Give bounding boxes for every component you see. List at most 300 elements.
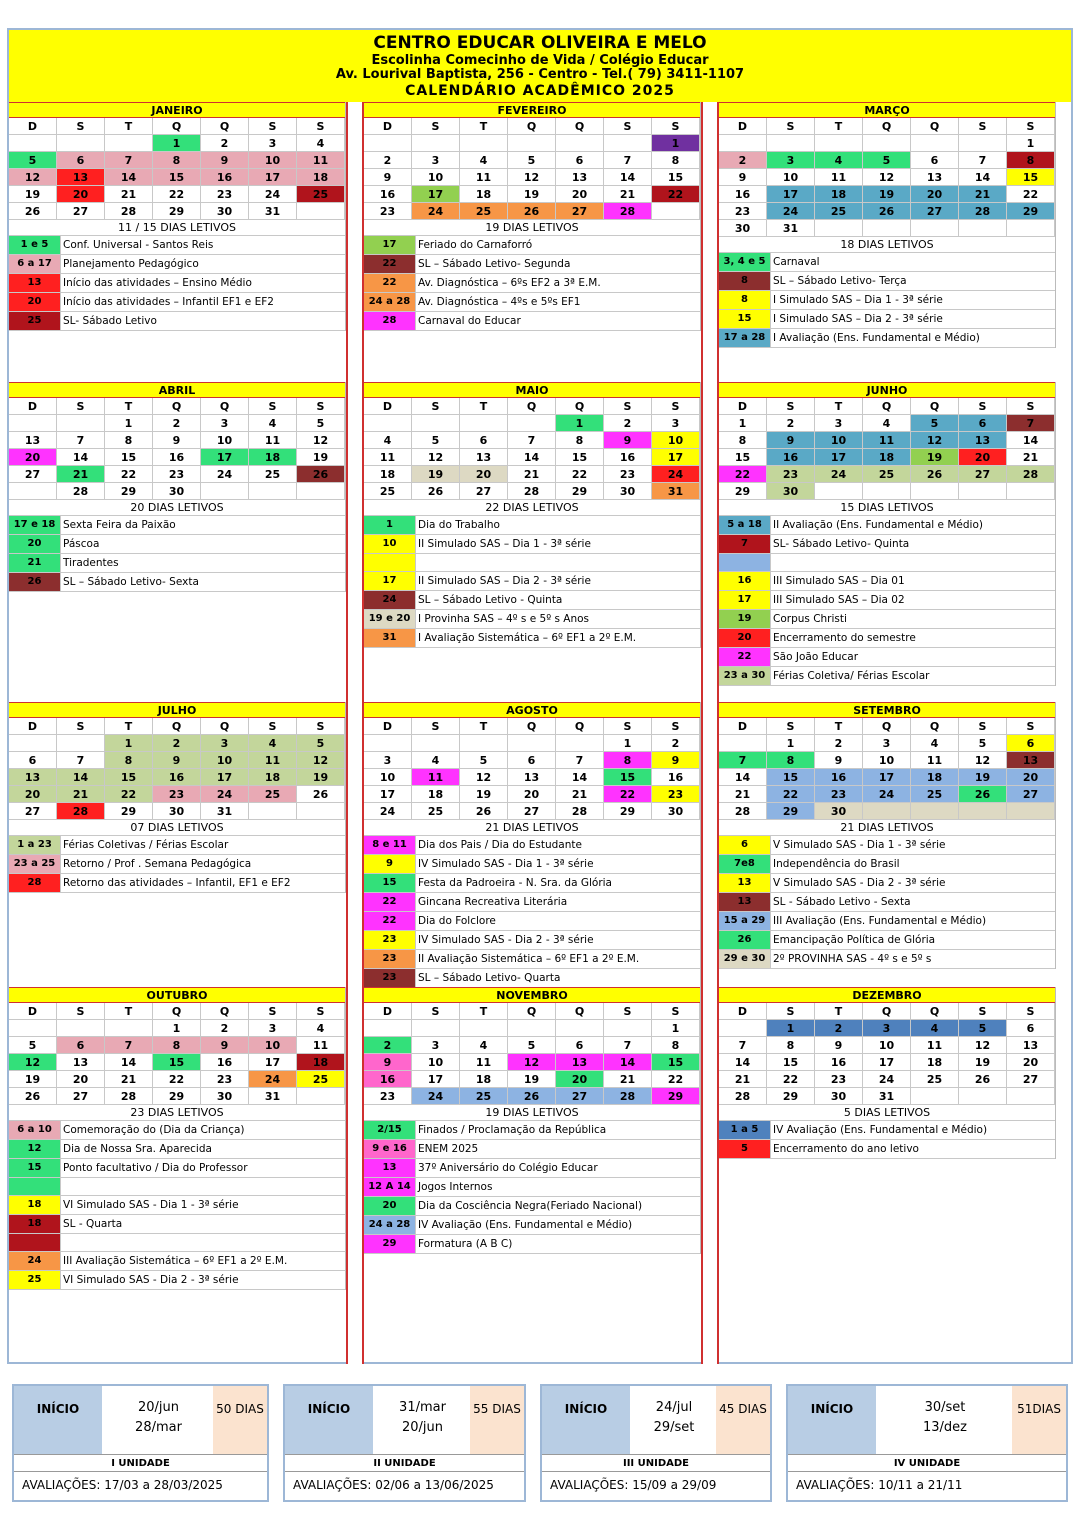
day-cell[interactable]: 8 (767, 1037, 815, 1054)
day-cell[interactable]: 16 (815, 769, 863, 786)
day-cell[interactable] (201, 483, 249, 500)
day-cell[interactable]: 17 (249, 1054, 297, 1071)
day-cell[interactable]: 12 (508, 1054, 556, 1071)
day-cell[interactable]: 13 (9, 432, 57, 449)
day-cell[interactable]: 25 (249, 466, 297, 483)
day-cell[interactable]: 18 (863, 449, 911, 466)
day-cell[interactable]: 11 (460, 1054, 508, 1071)
day-cell[interactable]: 31 (249, 203, 297, 220)
day-cell[interactable]: 19 (508, 1071, 556, 1088)
day-cell[interactable]: 5 (297, 735, 345, 752)
day-cell[interactable]: 17 (815, 449, 863, 466)
day-cell[interactable] (364, 735, 412, 752)
day-cell[interactable]: 4 (364, 432, 412, 449)
day-cell[interactable]: 2 (153, 735, 201, 752)
day-cell[interactable]: 9 (815, 1037, 863, 1054)
day-cell[interactable]: 12 (297, 432, 345, 449)
day-cell[interactable]: 24 (863, 786, 911, 803)
day-cell[interactable]: 22 (652, 1071, 700, 1088)
day-cell[interactable]: 24 (652, 466, 700, 483)
day-cell[interactable]: 20 (959, 449, 1007, 466)
day-cell[interactable] (604, 135, 652, 152)
day-cell[interactable]: 13 (1007, 1037, 1055, 1054)
day-cell[interactable]: 14 (508, 449, 556, 466)
day-cell[interactable]: 2 (201, 1020, 249, 1037)
day-cell[interactable]: 23 (201, 1071, 249, 1088)
day-cell[interactable]: 10 (412, 1054, 460, 1071)
day-cell[interactable]: 10 (767, 169, 815, 186)
day-cell[interactable]: 21 (57, 786, 105, 803)
day-cell[interactable]: 6 (57, 152, 105, 169)
day-cell[interactable] (57, 135, 105, 152)
day-cell[interactable]: 21 (105, 186, 153, 203)
day-cell[interactable]: 25 (460, 203, 508, 220)
day-cell[interactable]: 8 (153, 1037, 201, 1054)
day-cell[interactable]: 5 (959, 735, 1007, 752)
day-cell[interactable]: 17 (863, 1054, 911, 1071)
day-cell[interactable]: 18 (911, 1054, 959, 1071)
day-cell[interactable]: 5 (9, 152, 57, 169)
day-cell[interactable]: 1 (719, 415, 767, 432)
day-cell[interactable]: 14 (57, 769, 105, 786)
day-cell[interactable]: 6 (1007, 735, 1055, 752)
day-cell[interactable]: 29 (652, 1088, 700, 1105)
day-cell[interactable]: 7 (57, 752, 105, 769)
day-cell[interactable] (364, 135, 412, 152)
day-cell[interactable]: 21 (604, 1071, 652, 1088)
day-cell[interactable]: 16 (652, 769, 700, 786)
day-cell[interactable]: 6 (556, 1037, 604, 1054)
day-cell[interactable] (1007, 803, 1055, 820)
day-cell[interactable]: 24 (201, 466, 249, 483)
day-cell[interactable]: 10 (815, 432, 863, 449)
day-cell[interactable]: 16 (201, 1054, 249, 1071)
day-cell[interactable]: 15 (153, 1054, 201, 1071)
day-cell[interactable] (460, 135, 508, 152)
day-cell[interactable]: 8 (652, 1037, 700, 1054)
day-cell[interactable] (297, 483, 345, 500)
day-cell[interactable]: 12 (959, 1037, 1007, 1054)
day-cell[interactable]: 30 (719, 220, 767, 237)
day-cell[interactable]: 1 (105, 735, 153, 752)
day-cell[interactable]: 26 (297, 786, 345, 803)
day-cell[interactable]: 22 (1007, 186, 1055, 203)
day-cell[interactable]: 17 (201, 769, 249, 786)
day-cell[interactable] (1007, 483, 1055, 500)
day-cell[interactable] (815, 483, 863, 500)
day-cell[interactable]: 23 (767, 466, 815, 483)
day-cell[interactable]: 29 (604, 803, 652, 820)
day-cell[interactable]: 1 (604, 735, 652, 752)
day-cell[interactable] (364, 415, 412, 432)
day-cell[interactable]: 17 (652, 449, 700, 466)
day-cell[interactable]: 26 (9, 203, 57, 220)
day-cell[interactable]: 18 (911, 769, 959, 786)
day-cell[interactable]: 2 (604, 415, 652, 432)
day-cell[interactable]: 19 (959, 1054, 1007, 1071)
day-cell[interactable] (863, 220, 911, 237)
day-cell[interactable]: 15 (105, 449, 153, 466)
day-cell[interactable]: 26 (460, 803, 508, 820)
day-cell[interactable]: 6 (57, 1037, 105, 1054)
day-cell[interactable]: 16 (719, 186, 767, 203)
day-cell[interactable]: 29 (767, 1088, 815, 1105)
day-cell[interactable]: 1 (105, 415, 153, 432)
day-cell[interactable]: 20 (57, 1071, 105, 1088)
day-cell[interactable]: 16 (364, 1071, 412, 1088)
day-cell[interactable] (460, 415, 508, 432)
day-cell[interactable]: 17 (863, 769, 911, 786)
day-cell[interactable]: 26 (508, 1088, 556, 1105)
day-cell[interactable]: 16 (815, 1054, 863, 1071)
day-cell[interactable]: 28 (959, 203, 1007, 220)
day-cell[interactable]: 16 (153, 449, 201, 466)
day-cell[interactable]: 22 (604, 786, 652, 803)
day-cell[interactable]: 1 (652, 1020, 700, 1037)
day-cell[interactable]: 20 (460, 466, 508, 483)
day-cell[interactable]: 1 (556, 415, 604, 432)
day-cell[interactable]: 7 (1007, 415, 1055, 432)
day-cell[interactable] (508, 735, 556, 752)
day-cell[interactable]: 3 (249, 1020, 297, 1037)
day-cell[interactable]: 22 (153, 1071, 201, 1088)
day-cell[interactable]: 28 (719, 803, 767, 820)
day-cell[interactable]: 18 (249, 769, 297, 786)
day-cell[interactable]: 5 (297, 415, 345, 432)
day-cell[interactable]: 13 (508, 769, 556, 786)
day-cell[interactable] (297, 803, 345, 820)
day-cell[interactable]: 13 (57, 1054, 105, 1071)
day-cell[interactable] (556, 1020, 604, 1037)
day-cell[interactable]: 19 (911, 449, 959, 466)
day-cell[interactable]: 11 (364, 449, 412, 466)
day-cell[interactable] (911, 220, 959, 237)
day-cell[interactable]: 24 (412, 203, 460, 220)
day-cell[interactable]: 3 (249, 135, 297, 152)
day-cell[interactable]: 13 (959, 432, 1007, 449)
day-cell[interactable]: 18 (297, 169, 345, 186)
day-cell[interactable]: 29 (153, 203, 201, 220)
day-cell[interactable]: 29 (1007, 203, 1055, 220)
day-cell[interactable]: 4 (249, 415, 297, 432)
day-cell[interactable]: 27 (556, 1088, 604, 1105)
day-cell[interactable]: 9 (719, 169, 767, 186)
day-cell[interactable]: 28 (508, 483, 556, 500)
day-cell[interactable]: 15 (652, 169, 700, 186)
day-cell[interactable]: 25 (460, 1088, 508, 1105)
day-cell[interactable]: 7 (105, 152, 153, 169)
day-cell[interactable]: 29 (719, 483, 767, 500)
day-cell[interactable] (863, 803, 911, 820)
day-cell[interactable]: 20 (508, 786, 556, 803)
day-cell[interactable]: 26 (412, 483, 460, 500)
day-cell[interactable]: 11 (297, 152, 345, 169)
day-cell[interactable]: 13 (911, 169, 959, 186)
day-cell[interactable]: 9 (201, 152, 249, 169)
day-cell[interactable]: 26 (959, 1071, 1007, 1088)
day-cell[interactable]: 12 (863, 169, 911, 186)
day-cell[interactable] (604, 1020, 652, 1037)
day-cell[interactable]: 26 (959, 786, 1007, 803)
day-cell[interactable]: 27 (959, 466, 1007, 483)
day-cell[interactable]: 27 (1007, 786, 1055, 803)
day-cell[interactable]: 23 (815, 786, 863, 803)
day-cell[interactable]: 15 (604, 769, 652, 786)
day-cell[interactable] (9, 735, 57, 752)
day-cell[interactable]: 18 (815, 186, 863, 203)
day-cell[interactable]: 13 (460, 449, 508, 466)
day-cell[interactable] (911, 483, 959, 500)
day-cell[interactable]: 3 (767, 152, 815, 169)
day-cell[interactable]: 15 (1007, 169, 1055, 186)
day-cell[interactable] (9, 415, 57, 432)
day-cell[interactable]: 9 (364, 1054, 412, 1071)
day-cell[interactable]: 8 (105, 432, 153, 449)
day-cell[interactable]: 22 (767, 1071, 815, 1088)
day-cell[interactable]: 26 (863, 203, 911, 220)
day-cell[interactable]: 2 (364, 152, 412, 169)
day-cell[interactable] (412, 135, 460, 152)
day-cell[interactable]: 27 (460, 483, 508, 500)
day-cell[interactable] (959, 135, 1007, 152)
day-cell[interactable]: 19 (9, 1071, 57, 1088)
day-cell[interactable]: 5 (460, 752, 508, 769)
day-cell[interactable] (412, 415, 460, 432)
day-cell[interactable]: 19 (959, 769, 1007, 786)
day-cell[interactable]: 8 (153, 152, 201, 169)
day-cell[interactable]: 8 (767, 752, 815, 769)
day-cell[interactable]: 9 (767, 432, 815, 449)
day-cell[interactable] (105, 135, 153, 152)
day-cell[interactable]: 7 (57, 432, 105, 449)
day-cell[interactable]: 3 (815, 415, 863, 432)
day-cell[interactable]: 27 (9, 803, 57, 820)
day-cell[interactable]: 27 (508, 803, 556, 820)
day-cell[interactable]: 16 (767, 449, 815, 466)
day-cell[interactable] (911, 135, 959, 152)
day-cell[interactable]: 10 (201, 752, 249, 769)
day-cell[interactable]: 8 (604, 752, 652, 769)
day-cell[interactable]: 28 (604, 1088, 652, 1105)
day-cell[interactable]: 16 (201, 169, 249, 186)
day-cell[interactable] (1007, 220, 1055, 237)
day-cell[interactable] (911, 1088, 959, 1105)
day-cell[interactable]: 25 (364, 483, 412, 500)
day-cell[interactable]: 5 (863, 152, 911, 169)
day-cell[interactable]: 24 (249, 186, 297, 203)
day-cell[interactable]: 9 (815, 752, 863, 769)
day-cell[interactable]: 24 (364, 803, 412, 820)
day-cell[interactable]: 21 (604, 186, 652, 203)
day-cell[interactable]: 22 (652, 186, 700, 203)
day-cell[interactable]: 8 (105, 752, 153, 769)
day-cell[interactable]: 9 (652, 752, 700, 769)
day-cell[interactable]: 4 (460, 152, 508, 169)
day-cell[interactable]: 15 (556, 449, 604, 466)
day-cell[interactable]: 30 (815, 1088, 863, 1105)
day-cell[interactable]: 10 (863, 1037, 911, 1054)
day-cell[interactable]: 1 (153, 1020, 201, 1037)
day-cell[interactable] (57, 735, 105, 752)
day-cell[interactable]: 3 (201, 415, 249, 432)
day-cell[interactable]: 9 (364, 169, 412, 186)
day-cell[interactable]: 5 (9, 1037, 57, 1054)
day-cell[interactable] (556, 735, 604, 752)
day-cell[interactable]: 9 (153, 752, 201, 769)
day-cell[interactable]: 20 (1007, 1054, 1055, 1071)
day-cell[interactable] (508, 1020, 556, 1037)
day-cell[interactable]: 12 (412, 449, 460, 466)
day-cell[interactable]: 5 (508, 152, 556, 169)
day-cell[interactable]: 28 (105, 203, 153, 220)
day-cell[interactable] (556, 135, 604, 152)
day-cell[interactable]: 29 (153, 1088, 201, 1105)
day-cell[interactable] (767, 135, 815, 152)
day-cell[interactable]: 31 (652, 483, 700, 500)
day-cell[interactable]: 11 (460, 169, 508, 186)
day-cell[interactable]: 3 (364, 752, 412, 769)
day-cell[interactable]: 13 (1007, 752, 1055, 769)
day-cell[interactable]: 7 (719, 1037, 767, 1054)
day-cell[interactable]: 19 (863, 186, 911, 203)
day-cell[interactable]: 26 (297, 466, 345, 483)
day-cell[interactable]: 29 (105, 483, 153, 500)
day-cell[interactable]: 14 (604, 169, 652, 186)
day-cell[interactable]: 24 (249, 1071, 297, 1088)
day-cell[interactable] (460, 735, 508, 752)
day-cell[interactable]: 25 (911, 1071, 959, 1088)
day-cell[interactable] (719, 735, 767, 752)
day-cell[interactable]: 21 (719, 786, 767, 803)
day-cell[interactable]: 6 (9, 752, 57, 769)
day-cell[interactable]: 1 (767, 735, 815, 752)
day-cell[interactable]: 8 (652, 152, 700, 169)
day-cell[interactable]: 6 (959, 415, 1007, 432)
day-cell[interactable]: 19 (460, 786, 508, 803)
day-cell[interactable]: 17 (249, 169, 297, 186)
day-cell[interactable]: 5 (911, 415, 959, 432)
day-cell[interactable]: 14 (959, 169, 1007, 186)
day-cell[interactable]: 7 (508, 432, 556, 449)
day-cell[interactable]: 8 (719, 432, 767, 449)
day-cell[interactable]: 25 (911, 786, 959, 803)
day-cell[interactable]: 6 (911, 152, 959, 169)
day-cell[interactable]: 13 (57, 169, 105, 186)
day-cell[interactable]: 17 (201, 449, 249, 466)
day-cell[interactable]: 24 (767, 203, 815, 220)
day-cell[interactable]: 21 (556, 786, 604, 803)
day-cell[interactable]: 10 (249, 152, 297, 169)
day-cell[interactable]: 1 (1007, 135, 1055, 152)
day-cell[interactable]: 3 (863, 735, 911, 752)
day-cell[interactable] (815, 220, 863, 237)
day-cell[interactable]: 7 (959, 152, 1007, 169)
day-cell[interactable] (815, 135, 863, 152)
day-cell[interactable]: 27 (556, 203, 604, 220)
day-cell[interactable]: 30 (201, 203, 249, 220)
day-cell[interactable]: 16 (364, 186, 412, 203)
day-cell[interactable]: 3 (652, 415, 700, 432)
day-cell[interactable]: 12 (460, 769, 508, 786)
day-cell[interactable]: 19 (297, 449, 345, 466)
day-cell[interactable]: 22 (767, 786, 815, 803)
day-cell[interactable]: 10 (412, 169, 460, 186)
day-cell[interactable]: 21 (105, 1071, 153, 1088)
day-cell[interactable]: 28 (604, 203, 652, 220)
day-cell[interactable]: 22 (719, 466, 767, 483)
day-cell[interactable]: 15 (767, 1054, 815, 1071)
day-cell[interactable]: 1 (652, 135, 700, 152)
day-cell[interactable]: 17 (412, 1071, 460, 1088)
day-cell[interactable]: 20 (556, 186, 604, 203)
day-cell[interactable]: 14 (57, 449, 105, 466)
day-cell[interactable]: 4 (460, 1037, 508, 1054)
day-cell[interactable]: 15 (767, 769, 815, 786)
day-cell[interactable]: 10 (201, 432, 249, 449)
day-cell[interactable]: 12 (9, 1054, 57, 1071)
day-cell[interactable]: 12 (297, 752, 345, 769)
day-cell[interactable]: 1 (767, 1020, 815, 1037)
day-cell[interactable]: 13 (556, 1054, 604, 1071)
day-cell[interactable]: 22 (556, 466, 604, 483)
day-cell[interactable]: 11 (249, 752, 297, 769)
day-cell[interactable]: 21 (57, 466, 105, 483)
day-cell[interactable]: 12 (959, 752, 1007, 769)
day-cell[interactable]: 4 (412, 752, 460, 769)
day-cell[interactable]: 30 (767, 483, 815, 500)
day-cell[interactable]: 4 (297, 135, 345, 152)
day-cell[interactable]: 1 (153, 135, 201, 152)
day-cell[interactable]: 31 (767, 220, 815, 237)
day-cell[interactable]: 17 (364, 786, 412, 803)
day-cell[interactable]: 14 (1007, 432, 1055, 449)
day-cell[interactable]: 25 (412, 803, 460, 820)
day-cell[interactable] (911, 803, 959, 820)
day-cell[interactable]: 4 (249, 735, 297, 752)
day-cell[interactable]: 11 (911, 752, 959, 769)
day-cell[interactable]: 20 (1007, 769, 1055, 786)
day-cell[interactable] (249, 803, 297, 820)
day-cell[interactable]: 25 (297, 186, 345, 203)
day-cell[interactable] (57, 415, 105, 432)
day-cell[interactable]: 30 (604, 483, 652, 500)
day-cell[interactable] (652, 203, 700, 220)
day-cell[interactable]: 7 (604, 152, 652, 169)
day-cell[interactable]: 7 (105, 1037, 153, 1054)
day-cell[interactable]: 26 (508, 203, 556, 220)
day-cell[interactable] (959, 220, 1007, 237)
day-cell[interactable]: 29 (556, 483, 604, 500)
day-cell[interactable]: 24 (815, 466, 863, 483)
day-cell[interactable]: 2 (815, 1020, 863, 1037)
day-cell[interactable]: 19 (9, 186, 57, 203)
day-cell[interactable]: 31 (249, 1088, 297, 1105)
day-cell[interactable]: 28 (57, 803, 105, 820)
day-cell[interactable]: 23 (153, 786, 201, 803)
day-cell[interactable]: 2 (815, 735, 863, 752)
day-cell[interactable] (460, 1020, 508, 1037)
day-cell[interactable]: 9 (153, 432, 201, 449)
day-cell[interactable]: 2 (201, 135, 249, 152)
day-cell[interactable]: 28 (556, 803, 604, 820)
day-cell[interactable] (412, 1020, 460, 1037)
day-cell[interactable]: 3 (412, 1037, 460, 1054)
day-cell[interactable]: 11 (249, 432, 297, 449)
day-cell[interactable]: 11 (863, 432, 911, 449)
day-cell[interactable] (1007, 1088, 1055, 1105)
day-cell[interactable]: 19 (412, 466, 460, 483)
day-cell[interactable]: 3 (201, 735, 249, 752)
